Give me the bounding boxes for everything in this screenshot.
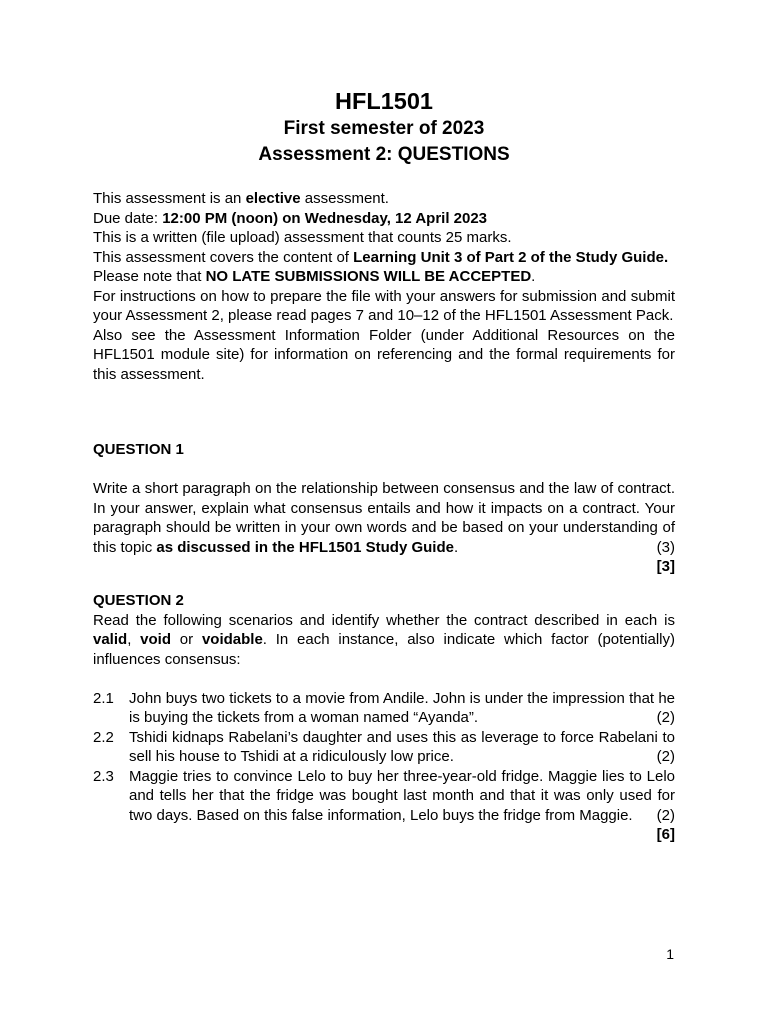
question-2-heading: QUESTION 2 [93, 592, 184, 609]
sub-question-text: Tshidi kidnaps Rabelani’s daughter and uses this as leverage to force Rabelani to sell his house to Tshidi at a ridiculously low price. (2) [129, 728, 675, 765]
sub-question-2-1 [93, 689, 675, 728]
question-1-text: Write a short paragraph on the relationship between consensus and the law of contract. In your answer, explain what consensus entails and how it impacts on a contract. Your paragraph should be written in your own words and be based on your understanding of this topic as discussed in the HFL1501 Study Guide. (3) [93, 480, 675, 556]
module-code: HFL1501 [335, 88, 433, 114]
due-date-line: Due date: 12:00 PM (noon) on Wednesday, 12 April 2023 [93, 209, 488, 227]
sub-question-marks: (2) [656, 709, 675, 726]
info-folder-note: Also see the Assessment Information Folder (under Additional Resources on the HFL1501 module site) for information on referencing and the formal requirements for this assessment. [93, 326, 675, 383]
sub-question-text: Maggie tries to convince Lelo to buy her three-year-old fridge. Maggie lies to Lelo and tells her that the fridge was bought last month and that it was only used for two days. Based on this false information, Lelo buys the fridge from Maggie. (2) [129, 767, 675, 824]
sub-question-2-2 [93, 728, 675, 767]
sub-question-marks: (2) [656, 806, 675, 824]
question-2-intro: Read the following scenarios and identify whether the contract described in each is valid, void or voidable. In each instance, also indicate which factor (potentially) influences consensus: [93, 611, 675, 668]
sub-question-2-3 [93, 767, 675, 826]
question-1-heading: QUESTION 1 [93, 441, 184, 458]
question-1-marks: (3) [656, 538, 675, 556]
sub-question-number: 2.1 [93, 689, 114, 707]
elective-line: This assessment is an elective assessment. [93, 190, 389, 207]
sub-question-number: 2.2 [93, 728, 114, 746]
sub-question-marks: (2) [656, 748, 675, 765]
semester-title: First semester of 2023 [283, 118, 485, 139]
question-2-total: [6] [656, 826, 675, 843]
assessment-instructions [93, 189, 675, 384]
submission-instructions: For instructions on how to prepare the file with your answers for submission and submit your Assessment 2, please read pages 7 and 10–12 of the HFL1501 Assessment Pack. [93, 287, 675, 324]
question-1 [93, 440, 675, 577]
document-header [0, 86, 768, 168]
coverage-line: This assessment covers the content of Learning Unit 3 of Part 2 of the Study Guide. [93, 248, 669, 266]
question-2 [93, 591, 675, 845]
sub-question-text: John buys two tickets to a movie from Andile. John is under the impression that he is buying the tickets from a woman named “Ayanda”. (2) [129, 689, 675, 726]
late-submission-line: Please note that NO LATE SUBMISSIONS WILL BE ACCEPTED. [93, 268, 536, 285]
marks-line: This is a written (file upload) assessment that counts 25 marks. [93, 229, 512, 246]
question-1-total: [3] [656, 558, 675, 575]
assessment-title: Assessment 2: QUESTIONS [258, 144, 510, 165]
sub-question-number: 2.3 [93, 767, 114, 785]
page-number: 1 [666, 946, 674, 962]
